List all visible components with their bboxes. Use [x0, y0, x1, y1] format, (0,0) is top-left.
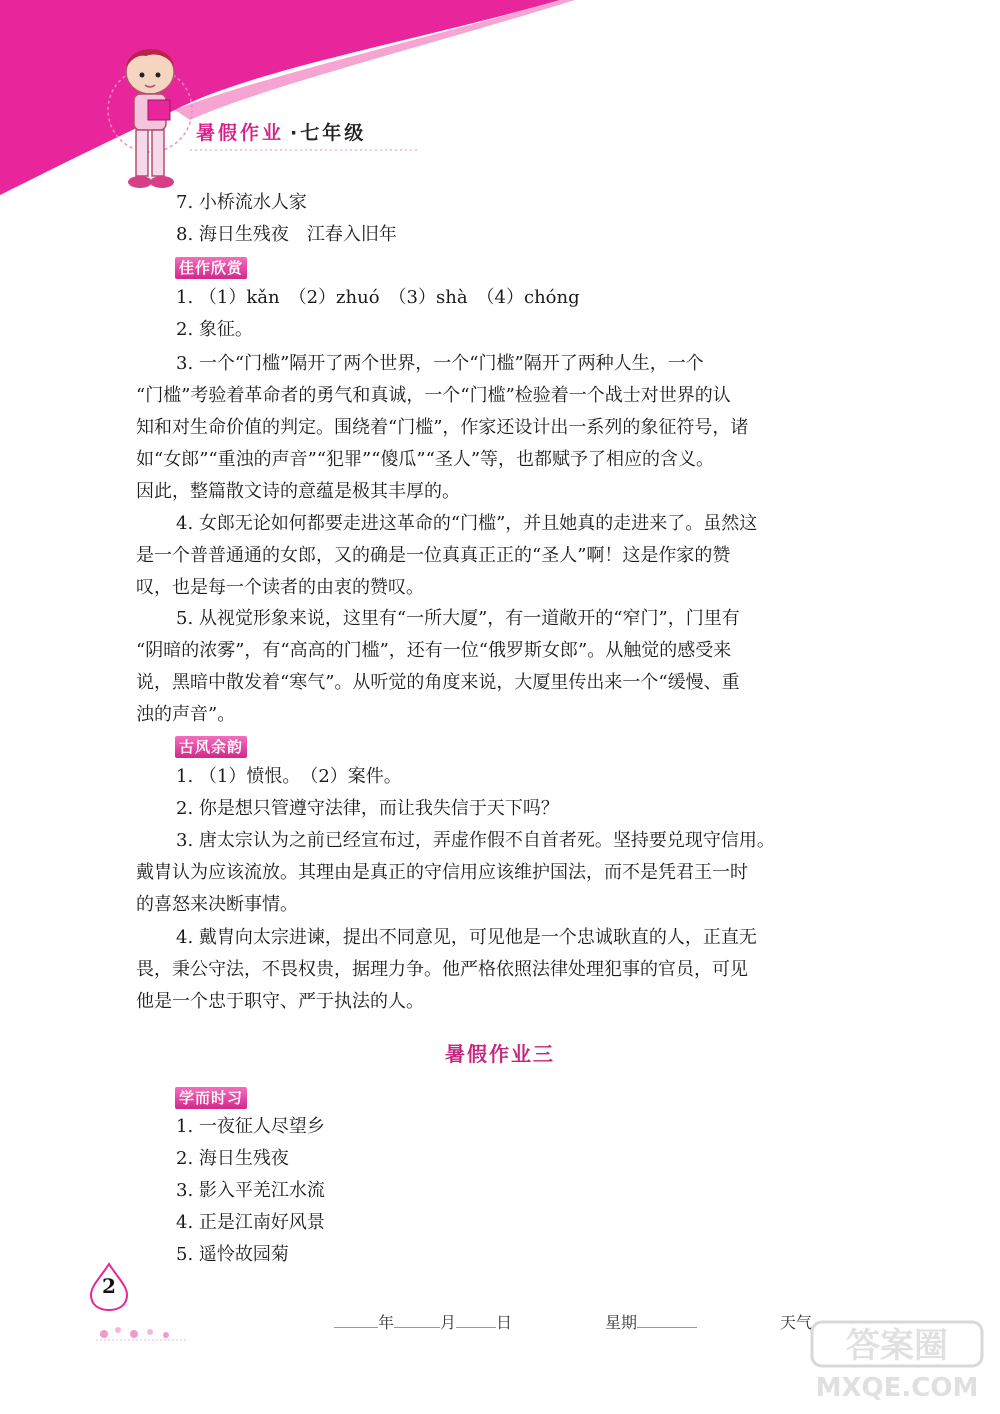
list-item: 4. 正是江南好风景 [176, 1212, 325, 1233]
title-separator: · [290, 122, 301, 144]
watermark-graphic [810, 1318, 986, 1404]
month-label: 月 [440, 1313, 457, 1332]
answer-line: 3. 唐太宗认为之前已经宣布过，弄虚作假不自首者死。坚持要兑现守信用。 [176, 830, 775, 851]
answer-line: 2. 你是想只管遵守法律，而让我失信于天下吗？ [176, 798, 559, 819]
answer-line: 是一个普普通通的女郎，又的确是一位真真正正的“圣人”啊！这是作家的赞 [136, 545, 731, 566]
answer-line: 知和对生命价值的判定。围绕着“门槛”，作家还设计出一系列的象征符号，诸 [136, 417, 749, 438]
answer-line: 因此，整篇散文诗的意蕴是极其丰厚的。 [136, 481, 460, 502]
answer-line: 如“女郎”“重浊的声音”“犯罪”“傻瓜”“圣人”等，也都赋予了相应的含义。 [136, 449, 715, 470]
date-field [334, 1310, 512, 1333]
answer-line: 戴胄认为应该流放。其理由是真正的守信用应该维护国法，而不是凭君王一时 [136, 862, 748, 883]
answer-line: 2. 象征。 [176, 319, 253, 340]
month-blank [394, 1313, 440, 1328]
answer-line: “阴暗的浓雾”，有“高高的门槛”，还有一位“俄罗斯女郎”。从触觉的感受来 [136, 640, 732, 661]
answer-line: 4. 女郎无论如何都要走进这革命的“门槛”，并且她真的走进来了。虽然这 [176, 513, 758, 534]
grade-label: 七年级 [300, 122, 367, 144]
answer-line: 8. 海日生残夜 江春入旧年 [176, 224, 397, 245]
answer-line: 他是一个忠于职守、严于执法的人。 [136, 991, 424, 1012]
list-item: 2. 海日生残夜 [176, 1148, 289, 1169]
answer-line: 7. 小桥流水人家 [176, 192, 307, 213]
list-item: 3. 影入平羌江水流 [176, 1180, 325, 1201]
section-label: 古风余韵 [175, 736, 247, 758]
weekday-field [605, 1310, 697, 1333]
year-label: 年 [378, 1313, 395, 1332]
series-title: 暑假作业 [196, 122, 285, 144]
section-label: 学而时习 [175, 1087, 247, 1109]
svg-text:MXQE.COM: MXQE.COM [815, 1373, 979, 1403]
answer-line: 1. （1）愤恨。 （2）案件。 [176, 766, 402, 787]
answer-line: 5. 从视觉形象来说，这里有“一所大厦”，有一道敞开的“窄门”，门里有 [176, 608, 740, 629]
weather-field [780, 1310, 812, 1333]
page-number: 2 [102, 1274, 116, 1298]
section-label: 佳作欣赏 [175, 257, 247, 279]
answer-line: 3. 一个“门槛”隔开了两个世界，一个“门槛”隔开了两种人生，一个 [176, 353, 704, 374]
answer-line: 4. 戴胄向太宗进谏，提出不同意见，可见他是一个忠诚耿直的人，正直无 [176, 927, 757, 948]
answer-line: “门槛”考验着革命者的勇气和真诚，一个“门槛”检验着一个战士对世界的认 [136, 385, 731, 406]
answer-line: 说，黑暗中散发着“寒气”。从听觉的角度来说，大厦里传出来一个“缓慢、重 [136, 672, 740, 693]
header-title [196, 118, 366, 145]
answer-line: 1. （1）kǎn （2）zhuó （3）shà （4）chóng [176, 287, 580, 308]
year-blank [334, 1313, 378, 1328]
answer-line: 叹，也是每一个读者的由衷的赞叹。 [136, 577, 424, 598]
weekday-label: 星期 [605, 1313, 638, 1332]
day-blank [456, 1313, 496, 1328]
day-label: 日 [496, 1313, 513, 1332]
chapter-title: 暑假作业三 [445, 1042, 555, 1066]
watermark-logo [810, 1318, 986, 1404]
page-number-badge [88, 1262, 130, 1312]
flowers-icon [96, 1308, 186, 1342]
answer-line: 畏，秉公守法，不畏权贵，据理力争。他严格依照法律处理犯事的官员，可见 [136, 959, 748, 980]
weather-label: 天气 [780, 1313, 813, 1332]
list-item: 5. 遥怜故园菊 [176, 1244, 289, 1265]
list-item: 1. 一夜征人尽望乡 [176, 1116, 325, 1137]
kid-reading-illustration [100, 30, 200, 200]
svg-text:答案圈: 答案圈 [846, 1326, 948, 1366]
answer-line: 的喜怒来决断事情。 [136, 894, 298, 915]
answer-line: 浊的声音”。 [136, 704, 236, 725]
weekday-blank [637, 1313, 697, 1328]
